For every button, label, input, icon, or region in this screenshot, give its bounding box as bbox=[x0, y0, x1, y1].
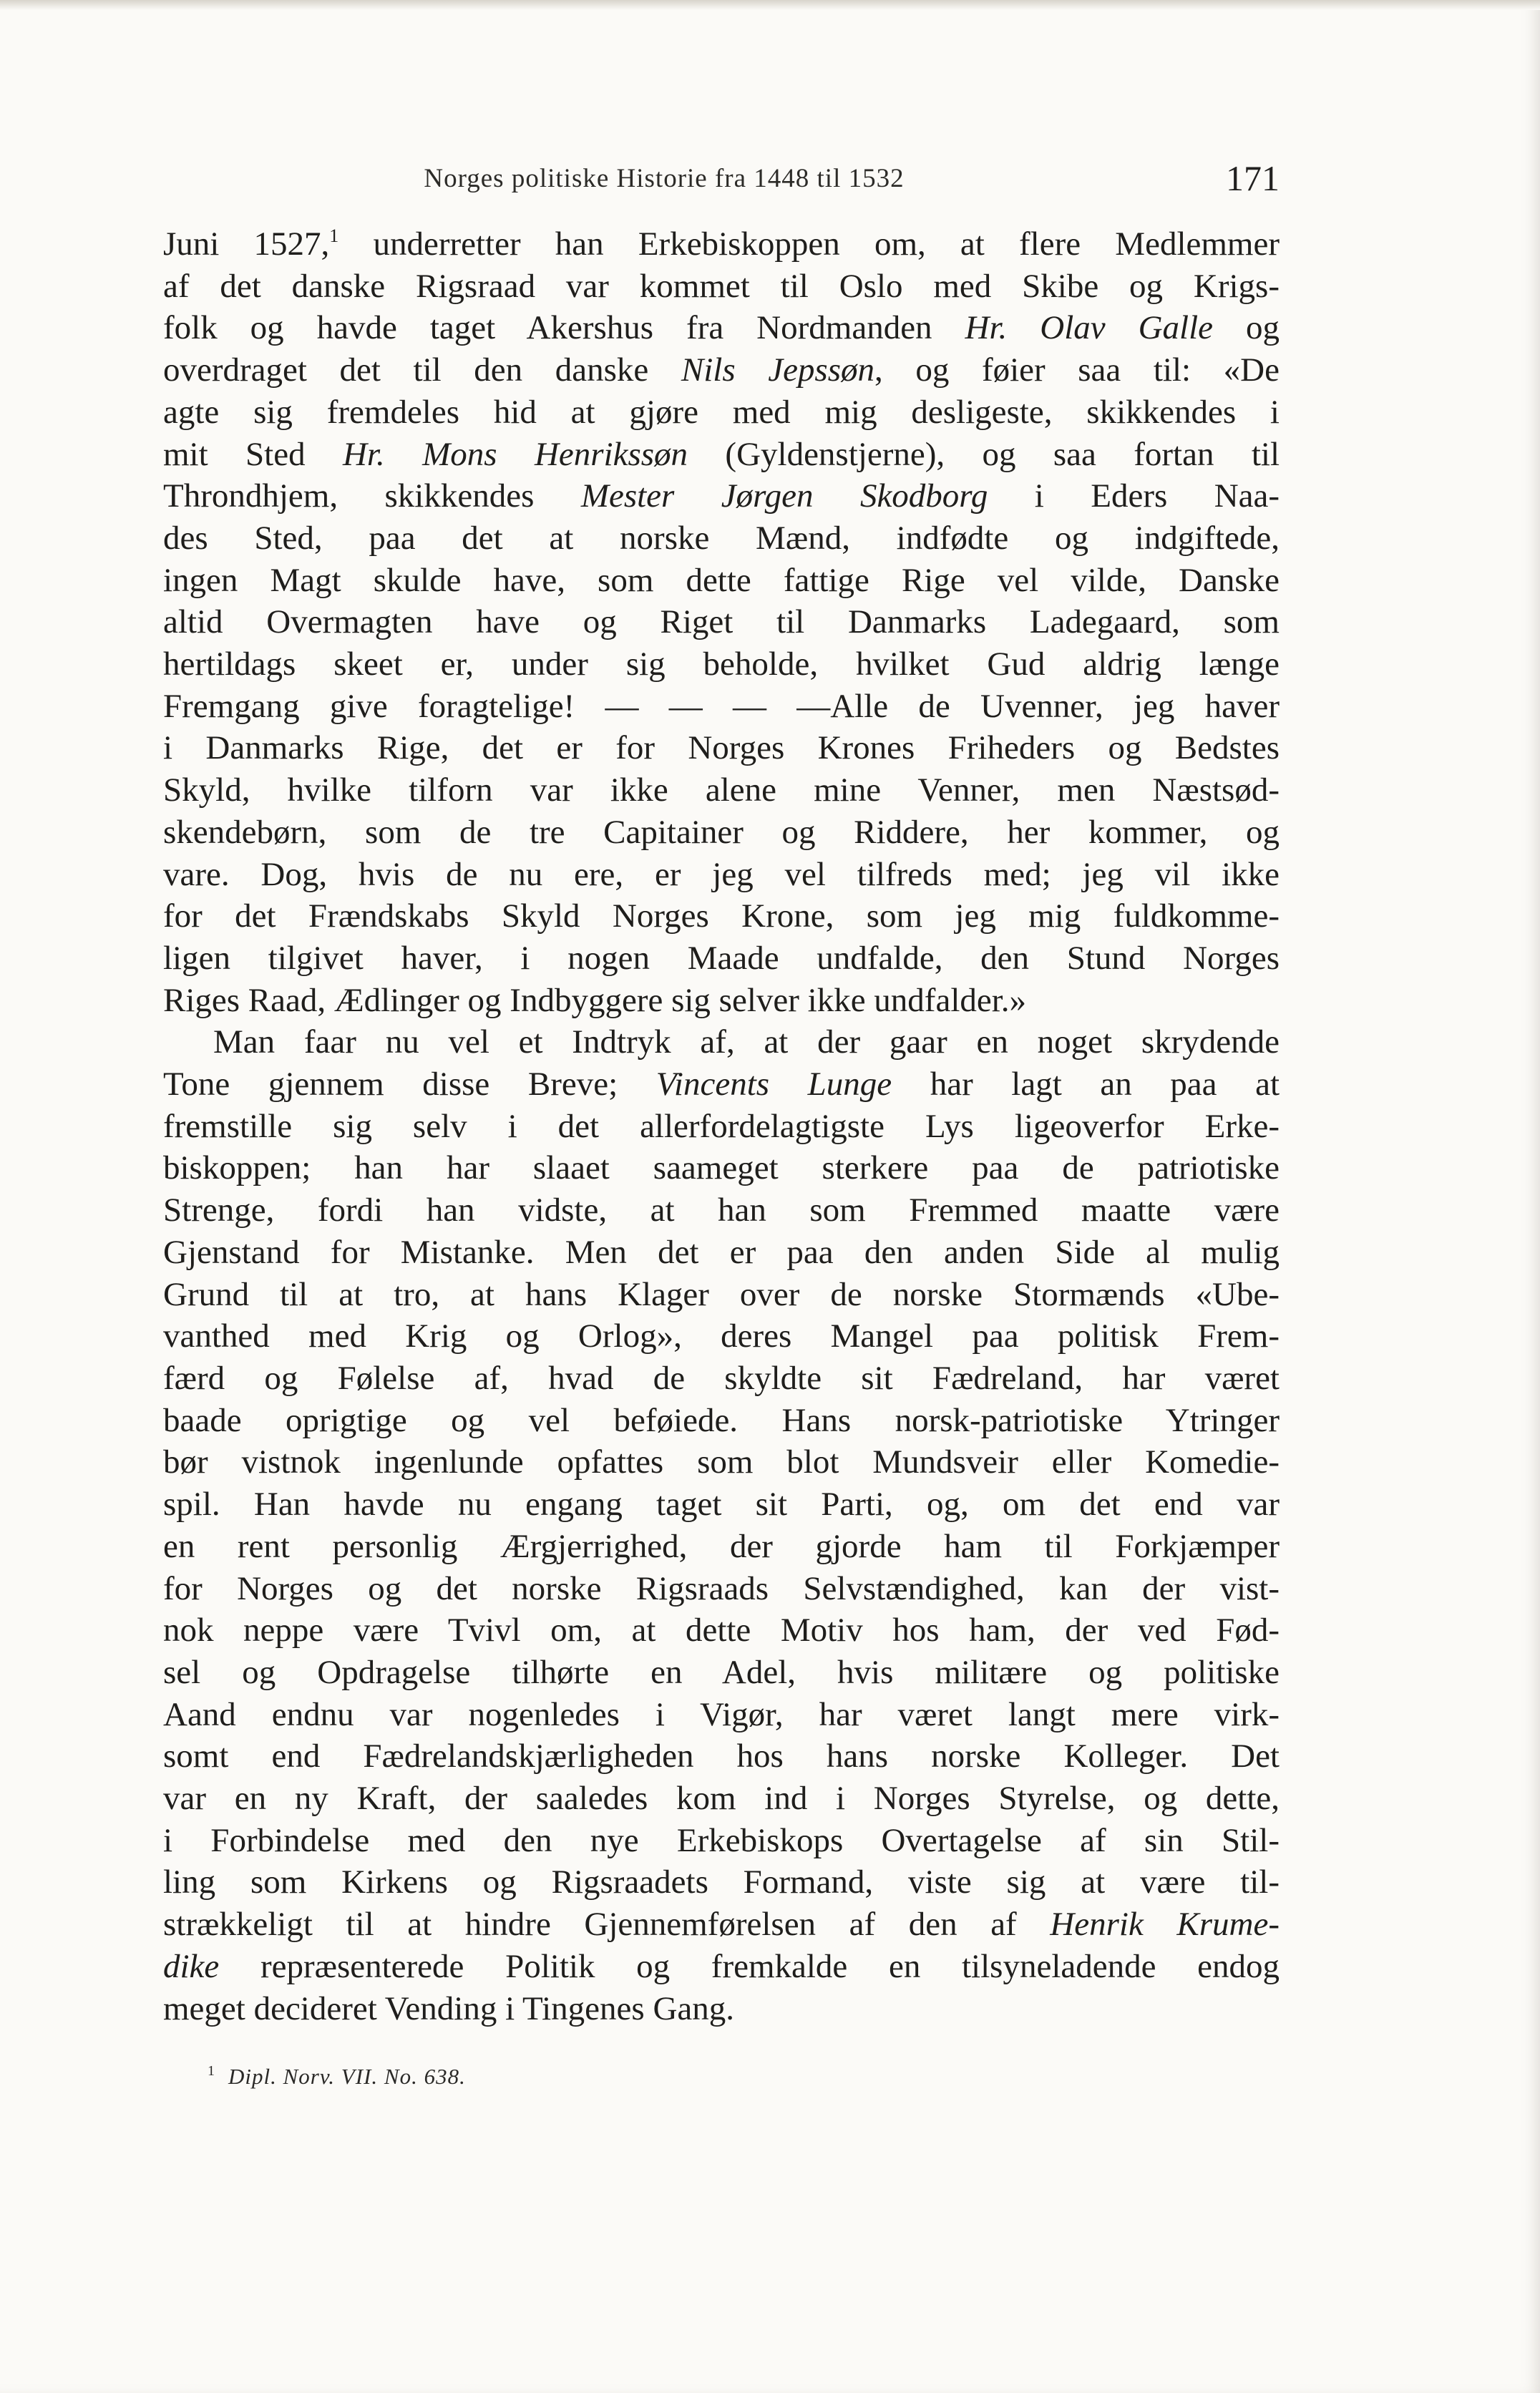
text-line bbox=[163, 1021, 1280, 1063]
text-line bbox=[163, 895, 1280, 937]
footnote bbox=[208, 2063, 466, 2090]
text-line bbox=[163, 1861, 1280, 1904]
text-line bbox=[163, 1694, 1280, 1736]
text-run: færd og Følelse af, hvad de skyldte sit Fædreland, har været bbox=[163, 1359, 1280, 1397]
text-line bbox=[163, 1147, 1280, 1189]
italic-name: Mester Jørgen Skodborg bbox=[580, 477, 988, 515]
text-line bbox=[163, 686, 1280, 728]
body-text bbox=[163, 223, 1280, 2029]
footnote-text: Dipl. Norv. VII. No. 638. bbox=[228, 2064, 466, 2089]
text-line bbox=[163, 1820, 1280, 1862]
text-run: for det Frændskabs Skyld Norges Krone, som jeg mig fuldkomme- bbox=[163, 897, 1280, 935]
footnote-marker: 1 bbox=[208, 2063, 215, 2079]
text-line bbox=[163, 1735, 1280, 1778]
text-line bbox=[163, 307, 1280, 349]
text-line bbox=[163, 1358, 1280, 1400]
text-run: i Eders Naa- bbox=[988, 477, 1280, 515]
text-run: bør vistnok ingenlunde opfattes som blot Mundsveir eller Komedie- bbox=[163, 1443, 1280, 1481]
text-line bbox=[163, 1189, 1280, 1232]
text-run: Gjenstand for Mistanke. Men det er paa den anden Side al mulig bbox=[163, 1233, 1280, 1271]
text-run: ling som Kirkens og Rigsraadets Formand, viste sig at være til- bbox=[163, 1863, 1280, 1901]
text-run: var en ny Kraft, der saaledes kom ind i Norges Styrelse, og dette, bbox=[163, 1780, 1280, 1818]
text-run: Throndhjem, skikkendes bbox=[163, 477, 581, 515]
text-run: en rent personlig Ærgjerrighed, der gjorde ham til Forkjæmper bbox=[163, 1527, 1280, 1565]
text-run: repræsenterede Politik og fremkalde en tilsyneladende endog bbox=[219, 1947, 1280, 1985]
text-run: , og føier saa til: «De bbox=[874, 351, 1280, 389]
page-number: 171 bbox=[1226, 158, 1280, 198]
text-line bbox=[163, 1778, 1280, 1820]
text-run: mit Sted bbox=[163, 435, 343, 473]
italic-name: Hr. Olav Galle bbox=[965, 309, 1214, 347]
text-line bbox=[163, 1232, 1280, 1274]
page-header bbox=[163, 160, 1280, 210]
text-run: Fremgang give foragtelige! — — — —Alle de Uvenner, jeg haver bbox=[163, 687, 1280, 725]
text-line bbox=[163, 434, 1280, 476]
text-line bbox=[163, 517, 1280, 560]
text-run: skendebørn, som de tre Capitainer og Riddere, her kommer, og bbox=[163, 813, 1280, 851]
text-run: har lagt an paa at bbox=[892, 1066, 1280, 1103]
text-run: Skyld, hvilke tilforn var ikke alene mine Venner, men Næstsød- bbox=[163, 771, 1280, 809]
text-run: des Sted, paa det at norske Mænd, indfødte og indgiftede, bbox=[163, 519, 1280, 557]
italic-name: dike bbox=[163, 1947, 220, 1985]
text-run: meget decideret Vending i Tingenes Gang. bbox=[163, 1989, 734, 2027]
text-line bbox=[163, 349, 1280, 391]
text-run: ligen tilgivet haver, i nogen Maade undfalde, den Stund Norges bbox=[163, 939, 1280, 977]
text-line bbox=[163, 1274, 1280, 1316]
text-line bbox=[163, 1441, 1280, 1483]
text-line bbox=[163, 475, 1280, 517]
text-run: Tone gjennem disse Breve; bbox=[163, 1066, 656, 1103]
text-run: vanthed med Krig og Orlog», deres Mangel paa politisk Frem- bbox=[163, 1317, 1280, 1355]
text-run: nok neppe være Tvivl om, at dette Motiv hos ham, der ved Fød- bbox=[163, 1612, 1280, 1649]
text-run: hertildags skeet er, under sig beholde, hvilket Gud aldrig længe bbox=[163, 645, 1280, 683]
text-line bbox=[163, 980, 1280, 1022]
text-run: folk og havde taget Akershus fra Nordmanden bbox=[163, 309, 965, 347]
text-line bbox=[163, 854, 1280, 896]
text-run: Riges Raad, Ædlinger og Indbyggere sig selver ikke undfalder.» bbox=[163, 981, 1027, 1019]
italic-name: Vincents Lunge bbox=[656, 1066, 892, 1103]
footnote-reference: 1 bbox=[329, 225, 339, 246]
text-run: i Forbindelse med den nye Erkebiskops Overtagelse af sin Stil- bbox=[163, 1821, 1280, 1859]
text-line bbox=[163, 1526, 1280, 1568]
text-line bbox=[163, 1904, 1280, 1946]
text-run: (Gyldenstjerne), og saa fortan til bbox=[688, 435, 1280, 473]
text-run: agte sig fremdeles hid at gjøre med mig desligeste, skikkendes i bbox=[163, 393, 1280, 431]
text-line bbox=[163, 1315, 1280, 1358]
text-run: ingen Magt skulde have, som dette fattige Rige vel vilde, Danske bbox=[163, 561, 1280, 599]
text-line bbox=[163, 1106, 1280, 1148]
scan-edge bbox=[0, 0, 1540, 10]
text-line bbox=[163, 1483, 1280, 1526]
text-run: Juni 1527, bbox=[163, 225, 330, 263]
text-run: Aand endnu var nogenledes i Vigør, har været langt mere virk- bbox=[163, 1695, 1280, 1733]
italic-name: Henrik Krume- bbox=[1050, 1906, 1280, 1944]
text-line bbox=[163, 1400, 1280, 1442]
text-line bbox=[163, 265, 1280, 308]
text-line bbox=[163, 560, 1280, 602]
italic-name: Nils Jepssøn bbox=[681, 351, 875, 389]
text-line bbox=[163, 643, 1280, 686]
text-line bbox=[163, 601, 1280, 643]
text-run: Man faar nu vel et Indtryk af, at der gaar en noget skrydende bbox=[213, 1023, 1280, 1061]
text-run: underretter han Erkebiskoppen om, at flere Medlemmer bbox=[338, 225, 1280, 263]
text-line bbox=[163, 937, 1280, 980]
text-line bbox=[163, 391, 1280, 434]
text-line bbox=[163, 769, 1280, 812]
text-line bbox=[163, 1946, 1280, 1988]
text-run: altid Overmagten have og Riget til Danmarks Ladegaard, som bbox=[163, 603, 1280, 641]
text-run: fremstille sig selv i det allerfordelagtigste Lys ligeoverfor Erke- bbox=[163, 1107, 1280, 1145]
text-run: sel og Opdragelse tilhørte en Adel, hvis militære og politiske bbox=[163, 1653, 1280, 1691]
text-run: vare. Dog, hvis de nu ere, er jeg vel tilfreds med; jeg vil ikke bbox=[163, 855, 1280, 893]
text-run: strækkeligt til at hindre Gjennemførelsen af den af bbox=[163, 1906, 1051, 1944]
text-line bbox=[163, 812, 1280, 854]
running-title: Norges politiske Historie fra 1448 til 1532 bbox=[424, 164, 905, 193]
text-run: somt end Fædrelandskjærligheden hos hans norske Kolleger. Det bbox=[163, 1738, 1280, 1775]
text-line bbox=[163, 1652, 1280, 1694]
text-line bbox=[163, 727, 1280, 769]
text-run: og bbox=[1213, 309, 1280, 347]
text-line bbox=[163, 1568, 1280, 1610]
text-run: spil. Han havde nu engang taget sit Parti, og, om det end var bbox=[163, 1486, 1280, 1524]
text-run: Strenge, fordi han vidste, at han som Fremmed maatte være bbox=[163, 1191, 1280, 1229]
italic-name: Hr. Mons Henrikssøn bbox=[342, 435, 688, 473]
text-line bbox=[163, 1988, 1280, 2030]
text-run: overdraget det til den danske bbox=[163, 351, 681, 389]
text-line bbox=[163, 1063, 1280, 1106]
text-run: Grund til at tro, at hans Klager over de norske Stormænds «Ube- bbox=[163, 1275, 1280, 1313]
text-run: i Danmarks Rige, det er for Norges Krones Friheders og Bedstes bbox=[163, 729, 1280, 767]
text-run: af det danske Rigsraad var kommet til Oslo med Skibe og Krigs- bbox=[163, 267, 1280, 305]
text-line bbox=[163, 1609, 1280, 1652]
text-line bbox=[163, 223, 1280, 265]
text-run: baade oprigtige og vel beføiede. Hans norsk-patriotiske Ytringer bbox=[163, 1401, 1280, 1439]
text-run: for Norges og det norske Rigsraads Selvstændighed, kan der vist- bbox=[163, 1569, 1280, 1607]
text-run: biskoppen; han har slaaet saameget sterkere paa de patriotiske bbox=[163, 1149, 1280, 1187]
